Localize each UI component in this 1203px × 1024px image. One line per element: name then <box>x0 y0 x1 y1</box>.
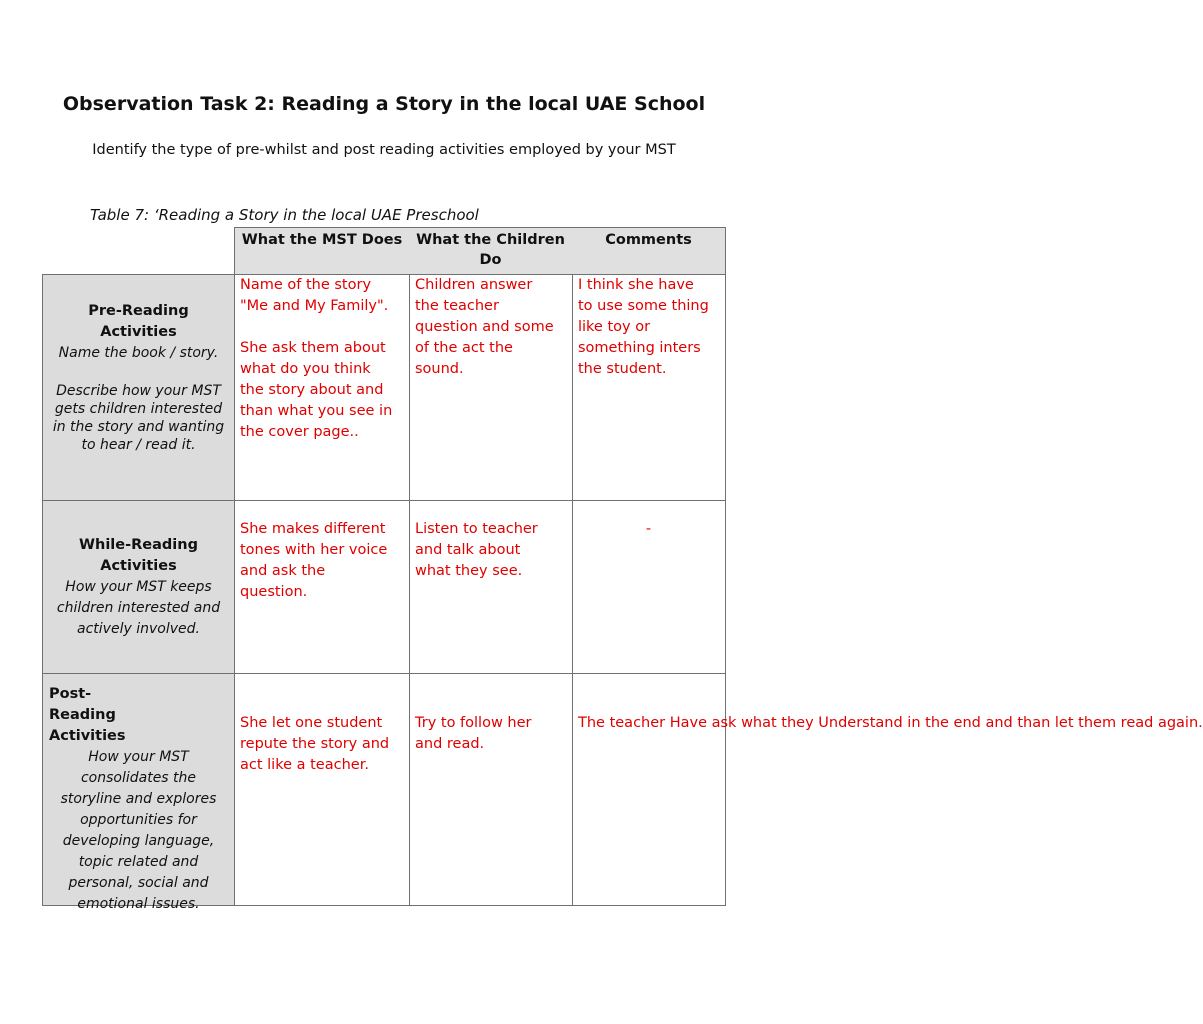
cell-while-comments: - <box>572 501 726 674</box>
table-caption: Table 7: ‘Reading a Story in the local UAE Preschool <box>90 206 479 224</box>
cell-while-children-do: Listen to teacher and talk about what they see. <box>409 501 573 674</box>
while-reading-title: While-Reading Activities <box>79 537 198 574</box>
cell-post-comments: The teacher Have ask what they Understand in the end and than let them read again. <box>572 674 726 906</box>
row-heading-pre-reading <box>42 274 235 501</box>
pre-reading-description-2: Describe how your MST gets children interested in the story and wanting to hear / read it. <box>52 383 225 453</box>
pre-reading-description: Name the book / story. <box>58 345 219 361</box>
post-reading-description: How your MST consolidates the storyline and explores opportunities for developing language, topic related and personal, social and emotional issues. <box>60 749 217 912</box>
while-reading-description: How your MST keeps children interested and actively involved. <box>56 579 221 637</box>
cell-while-mst-does: She makes different tones with her voice and ask the question. <box>234 501 410 674</box>
cell-post-mst-does: She let one student repute the story and act like a teacher. <box>234 674 410 906</box>
document-subtitle: Identify the type of pre-whilst and post reading activities employed by your MST <box>92 142 676 158</box>
row-heading-while-reading <box>42 501 235 674</box>
row-heading-post-reading <box>42 674 235 912</box>
cell-pre-children-do: Children answer the teacher question and some of the act the sound. <box>409 274 573 501</box>
header-mst-does: What the MST Does <box>234 227 410 274</box>
header-comments: Comments <box>572 227 726 274</box>
pre-reading-title: Pre-Reading Activities <box>88 303 189 340</box>
cell-post-children-do: Try to follow her and read. <box>409 674 573 906</box>
header-children-do: What the Children Do <box>409 227 573 274</box>
post-reading-title: Post-Reading Activities <box>49 686 126 744</box>
cell-pre-comments: I think she have to use some thing like toy or something inters the student. <box>572 274 726 501</box>
document-title: Observation Task 2: Reading a Story in the local UAE School <box>62 93 706 115</box>
cell-pre-mst-does: Name of the story "Me and My Family". She ask them about what do you think the story about and than what you see in the cover page.. <box>234 274 410 501</box>
